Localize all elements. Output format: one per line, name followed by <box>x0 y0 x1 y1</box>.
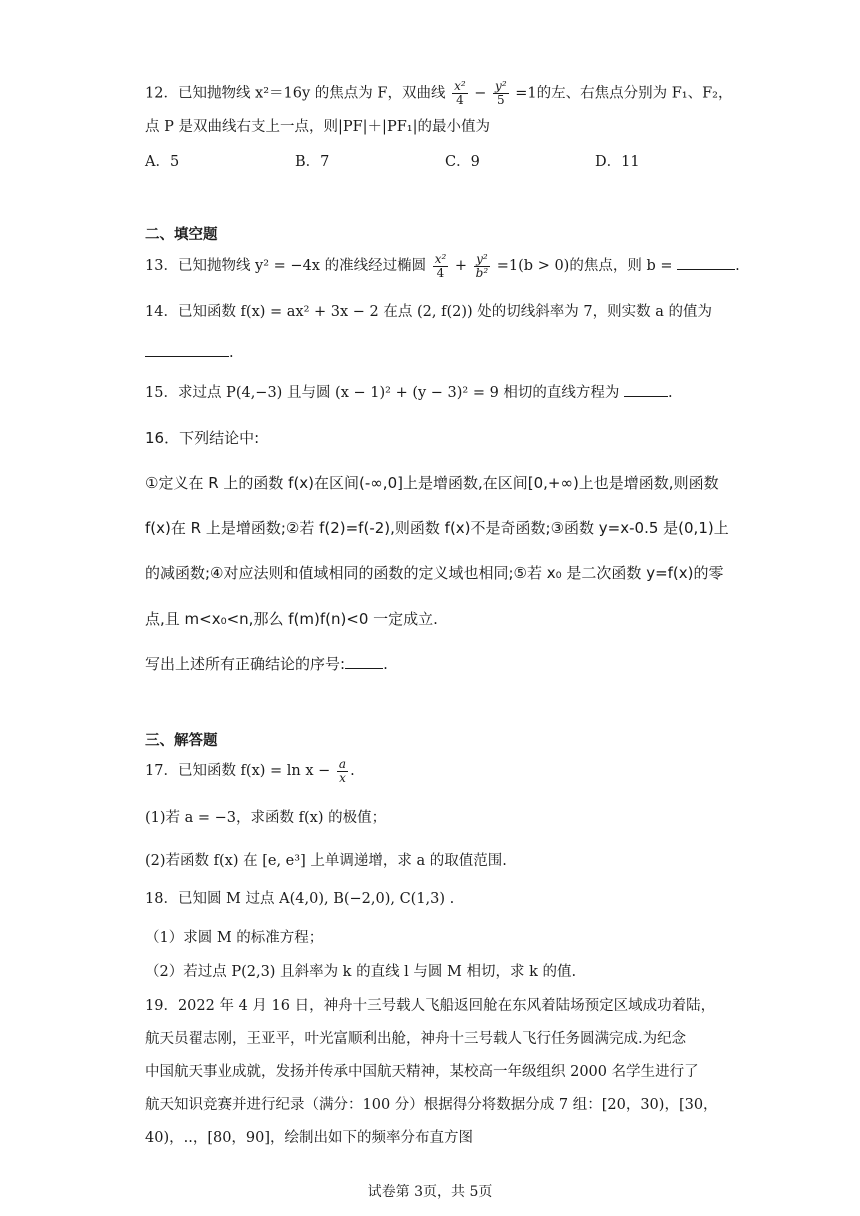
q12-line1 <box>145 80 732 106</box>
q13-plus: + <box>454 258 468 274</box>
q17-part1: (1)若 a = −3，求函数 f(x) 的极值； <box>145 810 387 826</box>
q13-frac-y: $\frac{\text{y²}}{\text{b²}}$ <box>475 251 489 280</box>
page-footer: 试卷第 3页，共 5页 <box>367 1184 493 1200</box>
q16-answer-blank[interactable] <box>345 654 383 669</box>
q12-option-c: C．9 <box>445 154 480 170</box>
q12-minus: − <box>474 85 487 102</box>
q14-end: . <box>229 345 234 361</box>
q13-answer-blank[interactable] <box>677 255 735 270</box>
q12-option-a: A．5 <box>145 154 180 170</box>
q13-text-b: =1(b > 0)的焦点，则 b = <box>496 258 678 274</box>
q12-options <box>145 152 705 172</box>
q15 <box>145 382 673 403</box>
q19-line1: 19．2022 年 4 月 16 日，神舟十三号载人飞船返回舱在东风着陆场预定区域成功着陆， <box>145 998 716 1014</box>
q12-text-b: =1的左、右焦点分别为 F₁、F₂， <box>515 85 733 102</box>
q19-line4: 航天知识竞赛并进行纪录（满分：100 分）根据得分将数据分成 7 组：[20，30)，[30， <box>145 1097 718 1113</box>
q13-end: . <box>735 258 740 274</box>
q18-part2: （2）若过点 P(2,3) 且斜率为 k 的直线 l 与圆 M 相切，求 k 的值. <box>145 964 577 980</box>
q16-line2: f(x)在 R 上是增函数;②若 f(2)=f(-2),则函数 f(x)不是奇函数;③函数 y=x-0.5 是(0,1)上 <box>145 519 729 537</box>
q19-line3: 中国航天事业成就，发扬并传承中国航天精神，某校高一年级组织 2000 名学生进行了 <box>145 1064 699 1080</box>
q16-end: . <box>383 655 388 673</box>
q13-text-a: 13．已知抛物线 y² = −4x 的准线经过椭圆 <box>145 258 427 274</box>
q16-line5 <box>145 654 388 674</box>
q15-text: 15．求过点 P(4,−3) 且与圆 (x − 1)² + (y − 3)² = 9 相切的直线方程为 <box>145 385 620 401</box>
q13-frac-x: $\frac{\text{x²}}{4}$ <box>434 251 447 280</box>
q13 <box>145 250 740 282</box>
q16-line3: 的减函数;④对应法则和值域相同的函数的定义域也相同;⑤若 x₀ 是二次函数 y=f(x)的零 <box>145 564 724 582</box>
q12-option-d: D．11 <box>595 154 640 170</box>
q17-part2: (2)若函数 f(x) 在 [e, e³] 上单调递增，求 a 的取值范围. <box>145 853 507 869</box>
q15-end: . <box>668 385 673 401</box>
q18-line1: 18．已知圆 M 过点 A(4,0), B(−2,0), C(1,3) . <box>145 891 455 907</box>
q12-option-b: B．7 <box>295 154 330 170</box>
q15-answer-blank[interactable] <box>624 382 668 397</box>
q19-line5: 40)，..，[80，90]，绘制出如下的频率分布直方图 <box>145 1130 474 1146</box>
q17-line1 <box>145 755 355 787</box>
q16-line1: ①定义在 R 上的函数 f(x)在区间(-∞,0]上是增函数,在区间[0,+∞)上也是增函数,则函数 <box>145 474 719 492</box>
q14-line2 <box>145 342 234 363</box>
q16-prompt: 写出上述所有正确结论的序号: <box>145 655 346 673</box>
q17-text: 17．已知函数 f(x) = ln x − <box>145 763 331 779</box>
q12-frac-y: $\frac{\text{y²}}{5}$ <box>495 79 507 107</box>
section-fill-in: 二、填空题 <box>145 226 218 243</box>
q12-frac-x: $\frac{\text{x²}}{4}$ <box>454 79 466 107</box>
q14-answer-blank[interactable] <box>145 342 229 357</box>
q18-part1: （1）求圆 M 的标准方程； <box>145 930 324 946</box>
q16-title: 16．下列结论中: <box>145 429 260 447</box>
q14-line1: 14．已知函数 f(x) = ax² + 3x − 2 在点 (2, f(2)) 处的切线斜率为 7，则实数 a 的值为 <box>145 304 712 320</box>
q12-line2: 点 P 是双曲线右支上一点，则|PF|＋|PF₁|的最小值为 <box>145 119 490 135</box>
q17-end: . <box>350 763 355 779</box>
q19-line2: 航天员翟志刚，王亚平，叶光富顺利出舱，神舟十三号载人飞行任务圆满完成.为纪念 <box>145 1031 687 1047</box>
q17-frac: $\frac{a}{x}$ <box>338 756 347 785</box>
q16-line4: 点,且 m<x₀<n,那么 f(m)f(n)<0 一定成立. <box>145 610 438 628</box>
q12-text-a: 12．已知抛物线 x²＝16y 的焦点为 F，双曲线 <box>145 85 446 102</box>
section-solve: 三、解答题 <box>145 732 218 749</box>
